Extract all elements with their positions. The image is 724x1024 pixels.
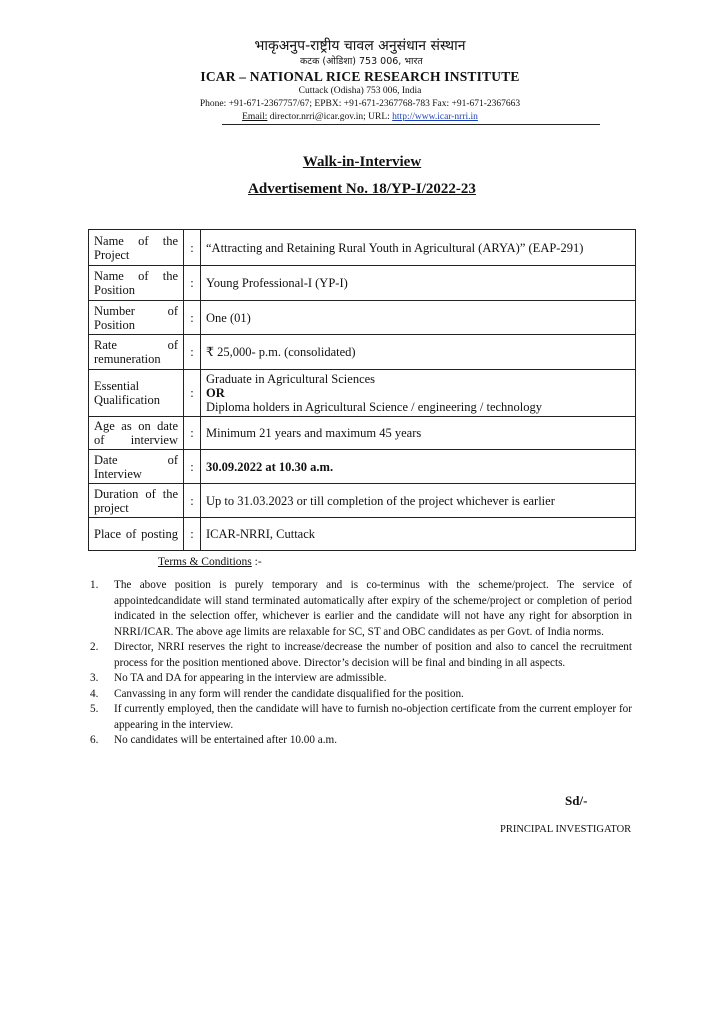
table-row bbox=[89, 484, 636, 518]
colon: : bbox=[184, 301, 201, 335]
condition-text: Director, NRRI reserves the right to increase/decrease the number of position and also to cancel the recruitment process for the position mentioned above. Director’s decision will be final and binding in all aspects. bbox=[114, 641, 632, 669]
condition-text: The above position is purely temporary and is co-terminus with the scheme/project. The service of appointedcandidate will stand terminated automatically after expiry of the scheme/project or completion of period indicated in the selection offer, whichever is earlier and the candidate will not have any right for absorption in NRRI/ICAR. The above age limits are relaxable for SC, ST and OBC candidates as per Govt. of India norms. bbox=[114, 579, 632, 638]
colon: : bbox=[184, 518, 201, 551]
email-prefix: Email: bbox=[242, 112, 268, 122]
number-value: One (01) bbox=[201, 301, 636, 335]
list-item bbox=[82, 687, 632, 703]
condition-number: 3. bbox=[90, 672, 99, 684]
date-value: 30.09.2022 at 10.30 a.m. bbox=[201, 450, 636, 484]
rate-label: Rate of remuneration bbox=[89, 335, 184, 370]
age-value: Minimum 21 years and maximum 45 years bbox=[201, 417, 636, 450]
colon: : bbox=[184, 335, 201, 370]
conditions-list bbox=[82, 578, 632, 749]
duration-label: Duration of the project bbox=[89, 484, 184, 518]
condition-number: 1. bbox=[90, 579, 99, 591]
email-text: director.nrri@icar.gov.in; URL: bbox=[267, 112, 393, 122]
place-value: ICAR-NRRI, Cuttack bbox=[201, 518, 636, 551]
colon: : bbox=[184, 450, 201, 484]
table-row bbox=[89, 301, 636, 335]
colon: : bbox=[184, 266, 201, 301]
details-table bbox=[88, 229, 636, 551]
table-row bbox=[89, 335, 636, 370]
terms-heading-suffix: :- bbox=[251, 556, 262, 568]
table-row bbox=[89, 450, 636, 484]
duration-value: Up to 31.03.2023 or till completion of the project whichever is earlier bbox=[201, 484, 636, 518]
website-link[interactable]: http://www.icar-nrri.in bbox=[392, 112, 478, 122]
place-label: Place of posting bbox=[89, 518, 184, 551]
phone-line: Phone: +91-671-2367757/67; EPBX: +91-671-2367768-783 Fax: +91-671-2367663 bbox=[199, 99, 521, 109]
rate-value: ₹ 25,000- p.m. (consolidated) bbox=[201, 335, 636, 370]
advertisement-number: Advertisement No. 18/YP-I/2022-23 bbox=[248, 181, 476, 197]
table-row bbox=[89, 266, 636, 301]
qualification-value bbox=[201, 370, 636, 417]
table-row bbox=[89, 370, 636, 417]
hindi-city: कटक (ओडिशा) 753 006, भारत bbox=[300, 56, 423, 67]
qualification-line-1: Graduate in Agricultural Sciences bbox=[206, 372, 376, 386]
project-label: Name of the Project bbox=[89, 230, 184, 266]
header-rule bbox=[222, 124, 600, 125]
qualification-label: Essential Qualification bbox=[89, 370, 184, 417]
colon: : bbox=[184, 370, 201, 417]
condition-text: If currently employed, then the candidate will have to furnish no-objection certificate from the current employer for appearing in the interview. bbox=[114, 703, 632, 731]
position-value: Young Professional-I (YP-I) bbox=[201, 266, 636, 301]
institute-address: Cuttack (Odisha) 753 006, India bbox=[298, 86, 422, 96]
hindi-institute-name: भाकृअनुप-राष्ट्रीय चावल अनुसंधान संस्थान bbox=[254, 38, 466, 54]
condition-number: 6. bbox=[90, 734, 99, 746]
list-item bbox=[82, 733, 632, 749]
list-item bbox=[82, 640, 632, 671]
page-title: Walk-in-Interview bbox=[302, 154, 422, 170]
colon: : bbox=[184, 484, 201, 518]
qualification-or: OR bbox=[206, 386, 225, 400]
terms-heading-text: Terms & Conditions bbox=[158, 556, 252, 568]
qualification-line-2: Diploma holders in Agricultural Science / engineering / technology bbox=[206, 400, 543, 414]
table-row bbox=[89, 417, 636, 450]
condition-text: Canvassing in any form will render the candidate disqualified for the position. bbox=[114, 687, 464, 700]
colon: : bbox=[184, 417, 201, 450]
colon: : bbox=[184, 230, 201, 266]
signature: Sd/- bbox=[565, 793, 588, 808]
institute-name: ICAR – NATIONAL RICE RESEARCH INSTITUTE bbox=[200, 69, 520, 84]
condition-text: No TA and DA for appearing in the interview are admissible. bbox=[114, 672, 387, 684]
table-row bbox=[89, 230, 636, 266]
condition-text: No candidates will be entertained after 10.00 a.m. bbox=[114, 734, 338, 746]
list-item bbox=[82, 578, 632, 640]
condition-number: 5. bbox=[90, 703, 99, 715]
terms-heading bbox=[158, 556, 262, 568]
age-label: Age as on date of interview bbox=[89, 417, 184, 450]
condition-number: 4. bbox=[90, 687, 99, 700]
designation: PRINCIPAL INVESTIGATOR bbox=[500, 824, 632, 835]
date-label: Date of Interview bbox=[89, 450, 184, 484]
number-label: Number of Position bbox=[89, 301, 184, 335]
project-value: “Attracting and Retaining Rural Youth in Agricultural (ARYA)” (EAP-291) bbox=[201, 230, 636, 266]
letterhead bbox=[160, 38, 560, 124]
condition-number: 2. bbox=[90, 641, 99, 653]
list-item bbox=[82, 702, 632, 733]
table-row bbox=[89, 518, 636, 551]
list-item bbox=[82, 671, 632, 687]
email-line bbox=[160, 111, 560, 124]
position-label: Name of the Position bbox=[89, 266, 184, 301]
